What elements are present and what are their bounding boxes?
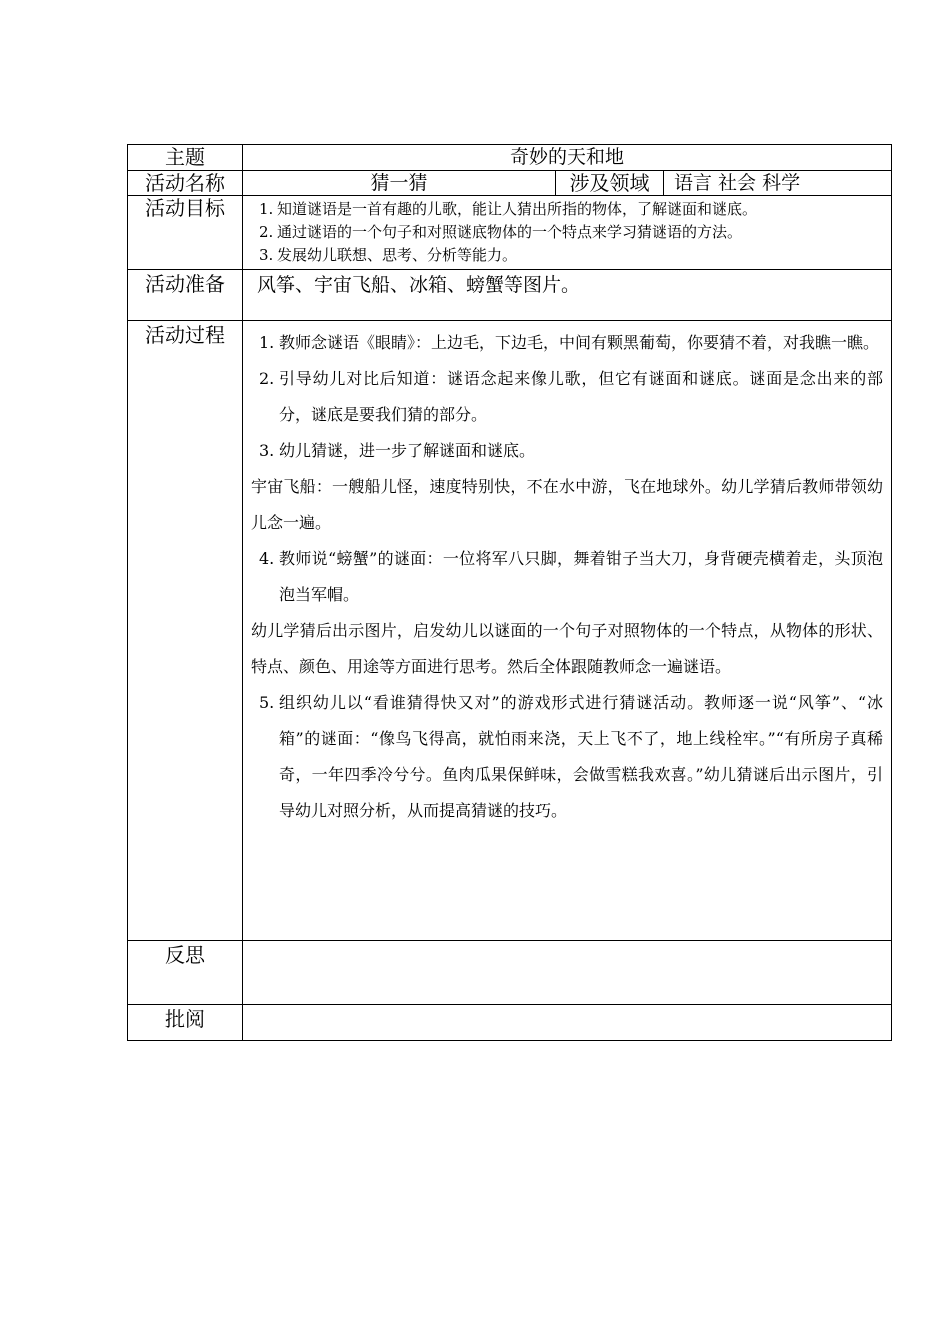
step-number: 4. — [259, 549, 275, 568]
prep-cell — [243, 270, 892, 321]
process-label: 活动过程 — [128, 321, 243, 941]
goal-number: 1. — [259, 200, 274, 218]
goal-number: 2. — [259, 223, 274, 241]
goals-cell — [243, 196, 892, 270]
step-text: 教师念谜语《眼睛》：上边毛，下边毛，中间有颗黑葡萄，你要猜不着，对我瞧一瞧。 — [279, 333, 880, 352]
process-step — [251, 541, 883, 613]
activity-name-label: 活动名称 — [128, 171, 243, 196]
prep-value: 风筝、宇宙飞船、冰箱、螃蟹等图片。 — [257, 274, 581, 296]
step-text: 幼儿猜谜，进一步了解谜面和谜底。 — [279, 441, 536, 460]
theme-label: 主题 — [128, 145, 243, 171]
theme-value: 奇妙的天和地 — [243, 145, 892, 171]
prep-label: 活动准备 — [128, 270, 243, 321]
domain-value: 语言 社会 科学 — [664, 171, 892, 196]
lesson-plan-table — [127, 144, 892, 1041]
goal-text: 通过谜语的一个句子和对照谜底物体的一个特点来学习猜谜语的方法。 — [277, 223, 743, 241]
step-text: 教师说“螃蟹”的谜面：一位将军八只脚，舞着钳子当大刀，身背硬壳横着走，头顶泡泡当军帽。 — [279, 549, 884, 604]
process-step — [251, 433, 883, 469]
goal-item — [249, 244, 885, 267]
process-step — [251, 361, 883, 433]
review-cell — [243, 1005, 892, 1041]
step-text: 组织幼儿以“看谁猜得快又对”的游戏形式进行猜谜活动。教师逐一说“风筝”、“冰箱”的谜面：“像鸟飞得高，就怕雨来浇，天上飞不了，地上线栓牢。”“有所房子真稀奇，一年四季冷兮兮。鱼肉瓜果保鲜味，会做雪糕我欢喜。”幼儿猜谜后出示图片，引导幼儿对照分析，从而提高猜谜的技巧。 — [279, 693, 884, 820]
domain-label: 涉及领域 — [556, 171, 664, 196]
goal-text: 知道谜语是一首有趣的儿歌，能让人猜出所指的物体，了解谜面和谜底。 — [277, 200, 758, 218]
goals-list — [243, 196, 891, 267]
process-content — [243, 321, 891, 831]
process-step — [251, 685, 883, 829]
step-number: 3. — [259, 441, 275, 460]
goal-text: 发展幼儿联想、思考、分析等能力。 — [277, 246, 518, 264]
step-text: 引导幼儿对比后知道：谜语念起来像儿歌，但它有谜面和谜底。谜面是念出来的部分，谜底是要我们猜的部分。 — [279, 369, 884, 424]
step-number: 2. — [259, 369, 275, 388]
step-note: 宇宙飞船：一艘船儿怪，速度特别快，不在水中游，飞在地球外。幼儿学猜后教师带领幼儿念一遍。 — [251, 477, 884, 532]
step-note: 幼儿学猜后出示图片，启发幼儿以谜面的一个句子对照物体的一个特点，从物体的形状、特点、颜色、用途等方面进行思考。然后全体跟随教师念一遍谜语。 — [251, 621, 884, 676]
process-cell — [243, 321, 892, 941]
reflection-label: 反思 — [128, 941, 243, 1005]
goals-label: 活动目标 — [128, 196, 243, 270]
reflection-cell — [243, 941, 892, 1005]
goal-number: 3. — [259, 246, 274, 264]
step-number: 5. — [259, 693, 275, 712]
goal-item — [249, 198, 885, 221]
activity-name-value: 猜一猜 — [243, 171, 556, 196]
review-label: 批阅 — [128, 1005, 243, 1041]
step-number: 1. — [259, 333, 275, 352]
process-step — [251, 325, 883, 361]
goal-item — [249, 221, 885, 244]
